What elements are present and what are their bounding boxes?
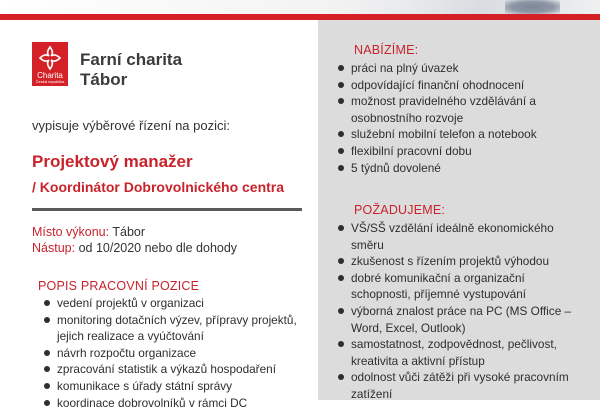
org-city: Tábor — [80, 70, 128, 89]
duties-list — [42, 295, 304, 411]
list-item: 5 týdnů dovolené — [336, 160, 586, 177]
requirements-heading: POŽADUJEME: — [354, 203, 446, 217]
place-line — [32, 224, 145, 240]
start-line — [32, 240, 237, 256]
list-item: zkušenost s řízením projektů výhodou — [336, 253, 586, 270]
list-item: služební mobilní telefon a notebook — [336, 126, 586, 143]
list-item: odpovídající finanční ohodnocení — [336, 77, 586, 94]
offer-list — [336, 60, 586, 176]
requirements-list — [336, 220, 586, 403]
list-item: koordinace dobrovolníků v rámci DC — [42, 395, 304, 411]
org-name: Farní charita — [80, 50, 183, 69]
logo-subtext: Česká republika — [35, 79, 65, 84]
position-title: Projektový manažer — [32, 152, 193, 171]
list-item: zpracování statistik a výkazů hospodaření — [42, 361, 304, 378]
list-item: návrh rozpočtu organizace — [42, 345, 304, 362]
list-item: dobré komunikační a organizační schopnosti, příjemné vystupování — [336, 270, 586, 303]
offer-heading: NABÍZÍME: — [354, 43, 419, 57]
list-item: vedení projektů v organizaci — [42, 295, 304, 312]
logo-text: Charita — [37, 71, 63, 80]
list-item: samostatnost, zodpovědnost, pečlivost, kreativita a aktivní přístup — [336, 336, 586, 369]
duties-heading: POPIS PRACOVNÍ POZICE — [38, 279, 200, 293]
list-item: flexibilní pracovní dobu — [336, 143, 586, 160]
list-item: monitoring dotačních výzev, přípravy projektů, jejich realizace a vyúčtování — [42, 312, 304, 345]
list-item: možnost pravidelného vzdělávání a osobnostního rozvoje — [336, 93, 586, 126]
list-item: výborná znalost práce na PC (MS Office – Word, Excel, Outlook) — [336, 303, 586, 336]
cross-icon — [37, 45, 63, 71]
place-value: Tábor — [109, 225, 146, 239]
start-value: od 10/2020 nebo dle dohody — [75, 241, 238, 255]
charita-logo — [32, 42, 68, 86]
list-item: VŠ/SŠ vzdělání ideálně ekonomického směru — [336, 220, 586, 253]
list-item: práci na plný úvazek — [336, 60, 586, 77]
list-item: komunikace s úřady státní správy — [42, 378, 304, 395]
divider — [32, 208, 302, 211]
list-item: odolnost vůči zátěži při vysoké pracovním zatížení — [336, 369, 586, 402]
intro-text: vypisuje výběrové řízení na pozici: — [32, 118, 230, 133]
place-label: Místo výkonu: — [32, 225, 110, 239]
start-label: Nástup: — [32, 241, 76, 255]
position-subtitle: / Koordinátor Dobrovolnického centra — [32, 179, 285, 195]
